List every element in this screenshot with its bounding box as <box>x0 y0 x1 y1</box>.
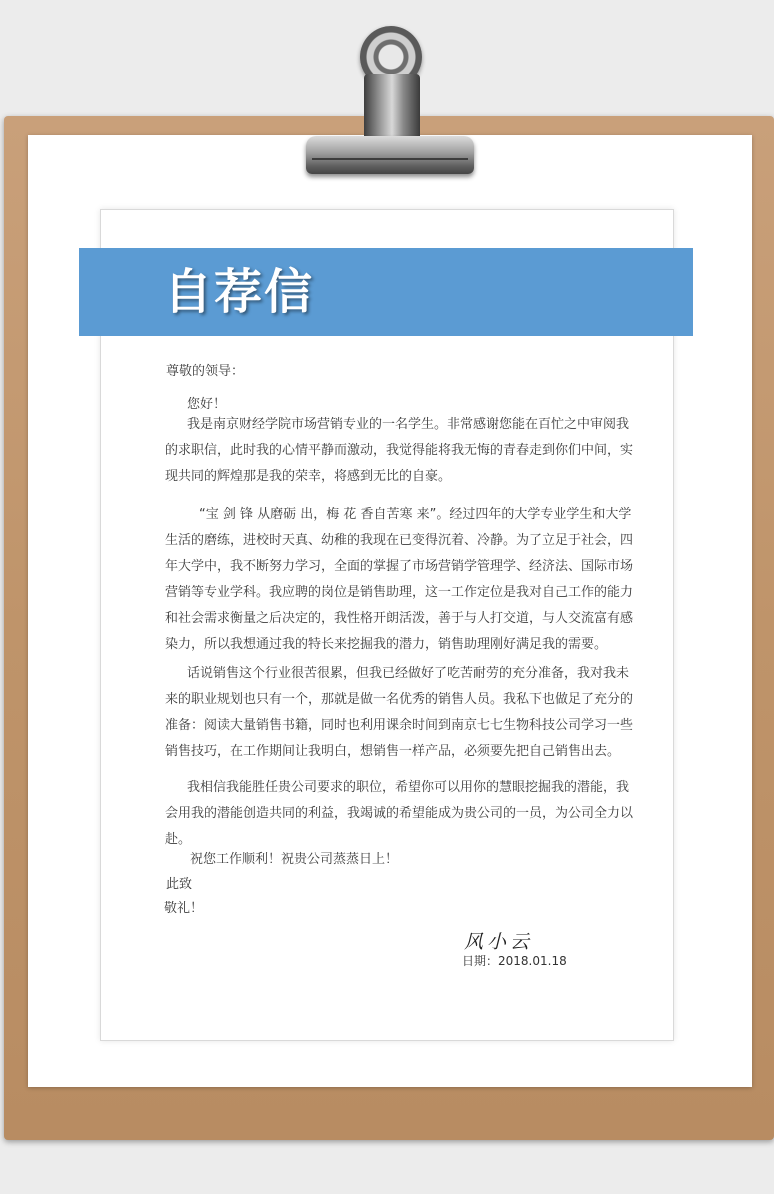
paragraph-line: 现共同的辉煌那是我的荣幸，将感到无比的自豪。 <box>165 469 452 484</box>
paragraph-line: 赴。 <box>165 832 192 847</box>
paragraph-1 <box>165 412 633 490</box>
paragraph-line: 来的职业规划也只有一个，那就是做一名优秀的销售人员。我私下也做足了充分的 <box>165 692 634 707</box>
paragraph-line: 营销等专业学科。我应聘的岗位是销售助理，这一工作定位是我对自己工作的能力 <box>165 585 634 600</box>
paragraph-line: 染力，所以我想通过我的特长来挖掘我的潜力，销售助理刚好满足我的需要。 <box>165 637 608 652</box>
wish-line: 祝您工作顺利！祝贵公司蒸蒸日上！ <box>190 852 399 867</box>
date-line: 日期：2018.01.18 <box>462 954 567 968</box>
paragraph-line: “宝 剑 锋 从磨砺 出，梅 花 香自苦寒 来”。经过四年的大学专业学生和大学 <box>199 507 632 522</box>
paragraph-2 <box>165 502 633 658</box>
paragraph-line: 年大学中，我不断努力学习，全面的掌握了市场营销学管理学、经济法、国际市场 <box>165 559 634 574</box>
clip-base <box>306 136 474 174</box>
closing-cizhi: 此致 <box>166 877 193 892</box>
paragraph-line: 的求职信，此时我的心情平静而激动，我觉得能将我无悔的青春走到你们中间，实 <box>165 443 634 458</box>
greeting: 您好！ <box>187 397 227 412</box>
paragraph-line: 销售技巧，在工作期间让我明白，想销售一样产品，必须要先把自己销售出去。 <box>165 744 621 759</box>
paragraph-line: 话说销售这个行业很苦很累，但我已经做好了吃苦耐劳的充分准备，我对我未 <box>187 666 630 681</box>
paragraph-3 <box>165 661 633 765</box>
paragraph-line: 生活的磨练，进校时天真、幼稚的我现在已变得沉着、冷静。为了立足于社会，四 <box>165 533 634 548</box>
salutation: 尊敬的领导： <box>166 364 245 379</box>
paragraph-line: 会用我的潜能创造共同的利益，我竭诚的希望能成为贵公司的一员，为公司全力以 <box>165 806 634 821</box>
paragraph-4 <box>165 775 633 853</box>
paragraph-line: 准备：阅读大量销售书籍，同时也利用课余时间到南京七七生物科技公司学习一些 <box>165 718 634 733</box>
signature: 风小云 <box>464 931 534 953</box>
paragraph-line: 我是南京财经学院市场营销专业的一名学生。非常感谢您能在百忙之中审阅我 <box>187 417 630 432</box>
page-title: 自荐信 <box>164 264 315 320</box>
paragraph-line: 和社会需求衡量之后决定的，我性格开朗活泼，善于与人打交道，与人交流富有感 <box>165 611 634 626</box>
clip-base-edge <box>312 158 468 160</box>
paragraph-line: 我相信我能胜任贵公司要求的职位，希望你可以用你的慧眼挖掘我的潜能，我 <box>187 780 630 795</box>
closing-jingli: 敬礼！ <box>164 901 204 916</box>
